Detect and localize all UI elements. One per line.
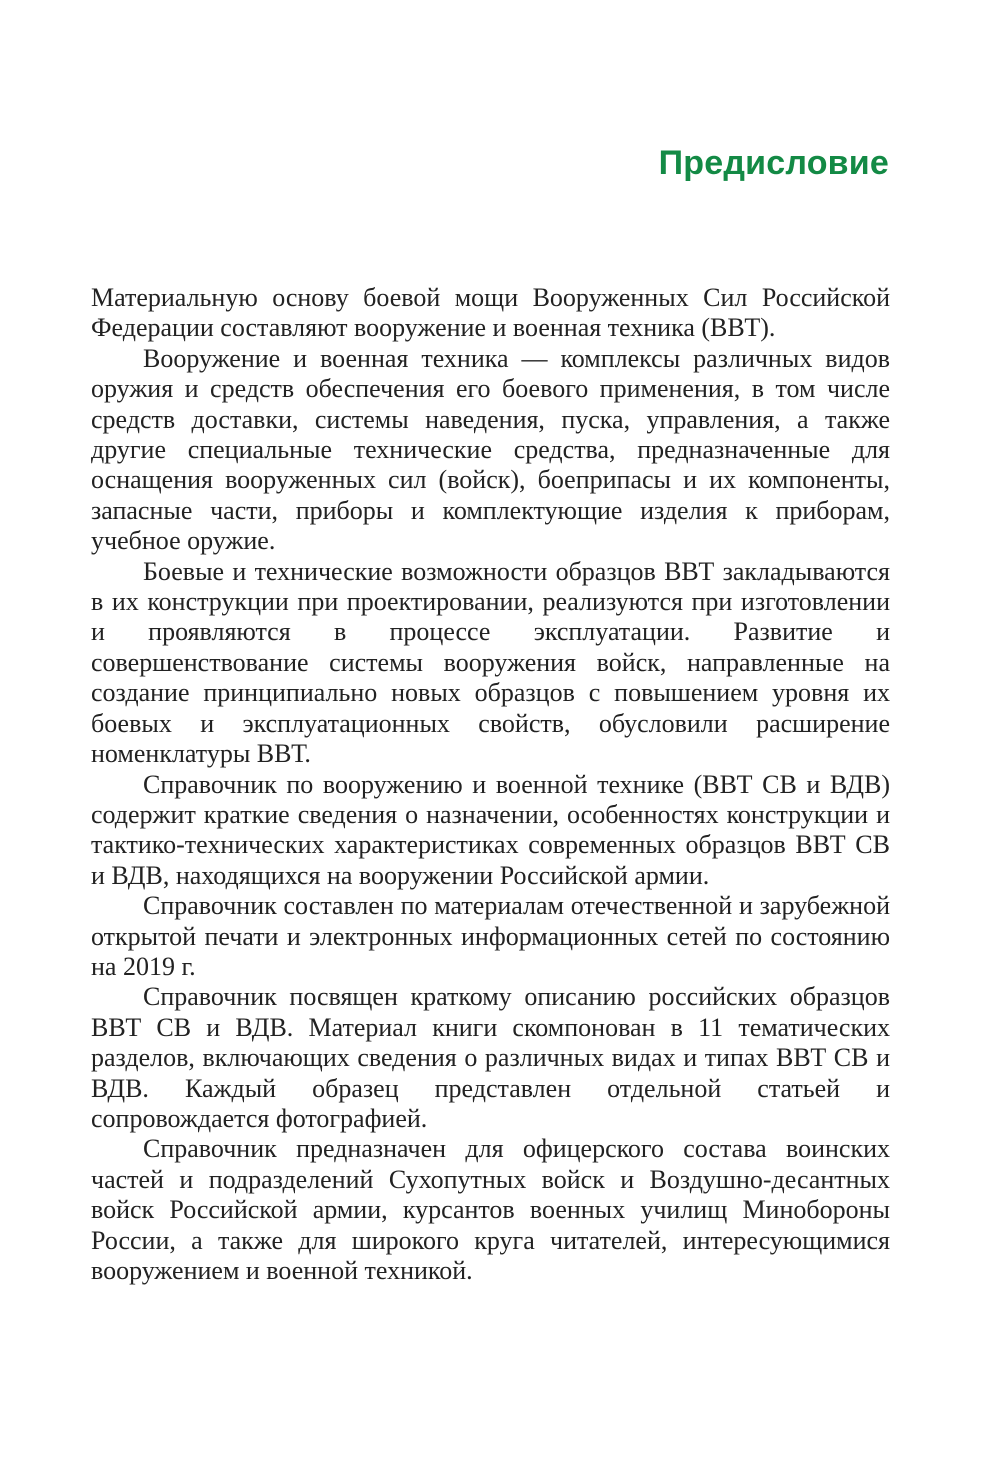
paragraph-4: Справочник по вооружению и военной технике (ВВТ СВ и ВДВ) содержит краткие сведения о назначении, особенностях конструкции и тактико-технических характеристиках современных образцов ВВТ СВ и ВДВ, находящихся на вооружении Российской армии.	[91, 769, 890, 890]
paragraph-6: Справочник посвящен краткому описанию российских образцов ВВТ СВ и ВДВ. Материал книги скомпонован в 11 тематических разделов, включающих сведения о различных видах и типах ВВТ СВ и ВДВ. Каждый образец представлен отдельной статьей и сопровождается фотографией.	[91, 982, 890, 1133]
paragraph-5: Справочник составлен по материалам отечественной и зарубежной открытой печати и электронных информационных сетей по состоянию на 2019 г.	[91, 891, 890, 981]
page-title: Предисловие	[658, 144, 889, 182]
paragraph-1: Материальную основу боевой мощи Вооруженных Сил Российской Федерации составляют вооружение и военная техника (ВВТ).	[91, 283, 890, 343]
paragraph-3: Боевые и технические возможности образцов ВВТ закладываются в их конструкции при проектировании, реализуются при изготовлении и проявляются в процессе эксплуатации. Развитие и совершенствование системы вооружения войск, направленные на создание принципиально новых образцов с повышением уровня их боевых и эксплуатационных свойств, обусловили расширение номенклатуры ВВТ.	[91, 556, 890, 769]
preface-body	[91, 283, 890, 1286]
paragraph-2: Вооружение и военная техника — комплексы различных видов оружия и средств обеспечения его боевого применения, в том числе средств доставки, системы наведения, пуска, управления, а также другие специальные технические средства, предназначенные для оснащения вооруженных сил (войск), боеприпасы и их компоненты, запасные части, приборы и комплектующие изделия к приборам, учебное оружие.	[91, 343, 890, 556]
paragraph-7: Справочник предназначен для офицерского состава воинских частей и подразделений Сухопутных войск и Воздушно-десантных войск Российской армии, курсантов военных училищ Минобороны России, а также для широкого круга читателей, интересующимися вооружением и военной техникой.	[91, 1134, 890, 1285]
